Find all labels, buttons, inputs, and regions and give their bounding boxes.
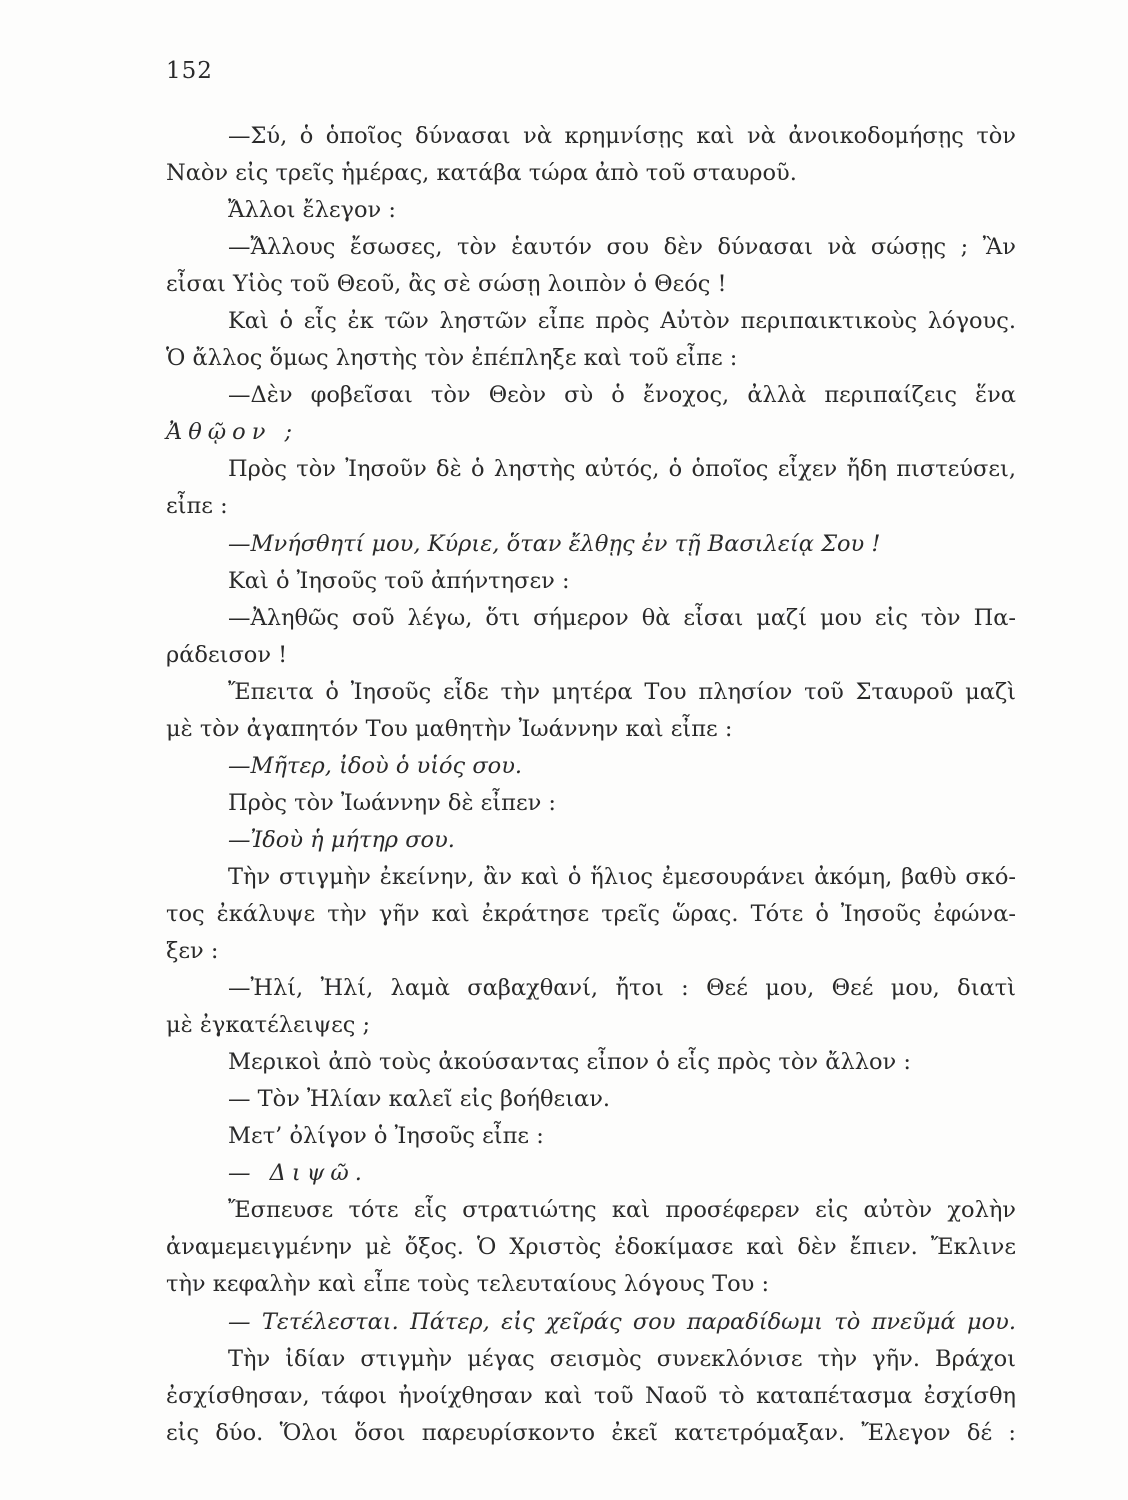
text-line: Ὁ ἄλλος ὅμως ληστὴς τὸν ἐπέπληξε καὶ τοῦ εἶπε : [166,345,738,372]
text-line: —Ἰδοὺ ἡ μήτηρ σου. [228,826,455,853]
text-line: Ναὸν εἰς τρεῖς ἡμέρας, κατάβα τώρα ἀπὸ τοῦ σταυροῦ. [166,160,797,187]
text-line: Μετ’ ὀλίγον ὁ Ἰησοῦς εἶπε : [228,1123,544,1150]
text-line: εἶσαι Υἱὸς τοῦ Θεοῦ, ἂς σὲ σώσῃ λοιπὸν ὁ Θεός ! [166,271,727,298]
text-line: Τὴν ἰδίαν στιγμὴν μέγας σεισμὸς συνεκλόνισε τὴν γῆν. Βράχοι [228,1345,1016,1372]
text-line: — Διψῶ. [228,1160,368,1187]
text-line: Καὶ ὁ εἷς ἐκ τῶν ληστῶν εἶπε πρὸς Αὐτὸν περιπαικτικοὺς λόγους. [228,308,1016,335]
text-line: —Δὲν φοβεῖσαι τὸν Θεὸν σὺ ὁ ἔνοχος, ἀλλὰ περιπαίζεις ἕνα [228,382,1016,409]
text-line: εἰς δύο. Ὅλοι ὅσοι παρευρίσκοντο ἐκεῖ κατετρόμαξαν. Ἔλεγον δέ : [166,1419,1016,1446]
text-line: —Μνήσθητί μου, Κύριε, ὅταν ἔλθῃς ἐν τῇ Βασιλείᾳ Σου ! [228,530,881,557]
text-line: ξεν : [166,938,219,965]
text-line: Ἔπειτα ὁ Ἰησοῦς εἶδε τὴν μητέρα Του πλησίον τοῦ Σταυροῦ μαζὶ [228,678,1016,705]
text-line: Καὶ ὁ Ἰησοῦς τοῦ ἀπήντησεν : [228,567,570,594]
text-line: —Σύ, ὁ ὁποῖος δύνασαι νὰ κρημνίσῃς καὶ νὰ ἀνοικοδομήσῃς τὸν [228,123,1016,149]
text-line: Τὴν στιγμὴν ἐκείνην, ἂν καὶ ὁ ἥλιος ἐμεσουράνει ἀκόμη, βαθὺ σκό- [228,863,1016,890]
text-line: — Τετέλεσται. Πάτερ, εἰς χεῖράς σου παραδίδωμι τὸ πνεῦμά μου. [228,1308,1016,1335]
text-line: Πρὸς τὸν Ἰωάννην δὲ εἶπεν : [228,789,557,816]
text-line: τὴν κεφαλὴν καὶ εἶπε τοὺς τελευταίους λόγους Του : [166,1271,770,1298]
text-line: Ἀθῷον ; [166,419,299,446]
text-line: εἶπε : [166,493,228,520]
text-line: —Ἀληθῶς σοῦ λέγω, ὅτι σήμερον θὰ εἶσαι μαζί μου εἰς τὸν Πα- [228,604,1016,631]
text-line: ἐσχίσθησαν, τάφοι ἠνοίχθησαν καὶ τοῦ Ναοῦ τὸ καταπέτασμα ἐσχίσθη [166,1382,1016,1409]
text-line: —Ἄλλους ἔσωσες, τὸν ἑαυτόν σου δὲν δύνασαι νὰ σώσῃς ; Ἂν [228,234,1016,261]
text-line: — Τὸν Ἠλίαν καλεῖ εἰς βοήθειαν. [228,1086,611,1113]
text-line: ράδεισον ! [166,641,288,668]
text-line: Μερικοὶ ἀπὸ τοὺς ἀκούσαντας εἶπον ὁ εἷς πρὸς τὸν ἄλλον : [228,1049,911,1076]
text-line: Ἔσπευσε τότε εἷς στρατιώτης καὶ προσέφερεν εἰς αὐτὸν χολὴν [228,1197,1016,1224]
text-line: τος ἐκάλυψε τὴν γῆν καὶ ἐκράτησε τρεῖς ὥρας. Τότε ὁ Ἰησοῦς ἐφώνα- [166,900,1016,927]
text-line: —Ἠλί, Ἠλί, λαμὰ σαβαχθανί, ἤτοι : Θεέ μου, Θεέ μου, διατὶ [228,975,1016,1002]
body-text [166,118,1016,1452]
text-line: μὲ τὸν ἀγαπητόν Του μαθητὴν Ἰωάννην καὶ εἶπε : [166,715,733,742]
text-line: Πρὸς τὸν Ἰησοῦν δὲ ὁ ληστὴς αὐτός, ὁ ὁποῖος εἶχεν ἤδη πιστεύσει, [228,456,1016,483]
text-line: μὲ ἐγκατέλειψες ; [166,1012,371,1039]
text-line: Ἄλλοι ἔλεγον : [228,197,396,224]
text-line: ἀναμεμειγμένην μὲ ὄξος. Ὁ Χριστὸς ἐδοκίμασε καὶ δὲν ἔπιεν. Ἔκλινε [166,1234,1016,1261]
text-line: —Μῆτερ, ἰδοὺ ὁ υἱός σου. [228,752,523,779]
page-number: 152 [166,58,213,84]
